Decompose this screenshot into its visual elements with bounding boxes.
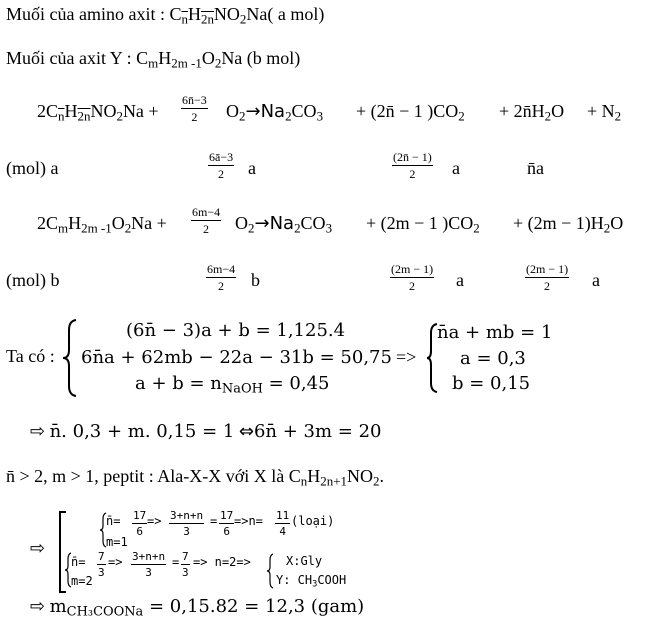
equation-1-co2: + (2n̄ − 1 )$CO_2$: [356, 101, 465, 124]
equivalence-icon: ⇔: [238, 421, 254, 442]
case-1-implies-a: =>: [147, 514, 162, 528]
equation-1-right: $O_2\to Na_2CO_3$: [226, 101, 324, 124]
case-2-result-x: X:Gly: [286, 554, 323, 568]
equation-1-fraction: $\frac{6n̄-3}{2}$: [182, 93, 207, 124]
case-2-result-y: Y: $CH_3COOH$: [276, 573, 347, 590]
mol-row-2-frac-2: $\frac{(2m - 1)}{2}$: [391, 262, 434, 293]
mol-row-2-frac-1-suffix: b: [251, 270, 260, 290]
equation-2-fraction: $\frac{6m-4}{2}$: [192, 205, 221, 236]
equation-2-co2: + (2m − 1 )$CO_2$: [366, 213, 480, 236]
mol-row-2-frac-1: $\frac{6m-4}{2}$: [207, 262, 236, 293]
case-1-eq: =: [210, 514, 218, 528]
equation-2-h2o: + $(2m - 1)H_2O$: [513, 213, 624, 236]
case-2-frac-b: $\frac{3+n+n}{3}$: [132, 550, 166, 579]
case-1-frac-a: $\frac{17}{6}$: [133, 509, 147, 538]
step-2: n̄ > 2, m > 1, peptit : Ala-X-X với X là $C_nH_{2n+1}NO_2$.: [6, 466, 385, 489]
case-1-implies-b: =>n=: [234, 514, 263, 528]
case-2-m: m=2: [71, 574, 93, 588]
case-1-n: n̄=: [106, 514, 121, 528]
mol-row-2-label: (mol) b: [6, 270, 60, 290]
mol-row-2-frac-2-suffix: a: [456, 270, 464, 290]
mol-row-1-frac-2-suffix: a: [452, 158, 460, 178]
case-2-frac-c: $\frac{7}{3}$: [182, 550, 189, 579]
case-2-eq: =: [172, 555, 180, 569]
case-1-frac-e: $\frac{11}{4}$: [276, 509, 290, 538]
double-arrow-icon: ⇨: [30, 596, 46, 617]
case-2-frac-a: $\frac{7}{3}$: [98, 550, 105, 579]
line-acid-salt: Muối của axit Y : $C_mH_{2m -1}O_2Na$ (b mol): [6, 48, 301, 71]
system-left-brace: [60, 318, 80, 398]
equation-2-left: $2C_mH_{2m -1}O_2Na$ +: [37, 213, 167, 236]
case-1-discard: (loại): [291, 514, 335, 528]
equation-1-left: $2C_{\overline{n}}H_{2n}NO_2Na$ +: [37, 101, 159, 124]
mol-row-1-na: n̄a: [527, 158, 544, 178]
solution-row-3: b = 0,15: [452, 373, 531, 394]
system-implies: =>: [396, 347, 417, 367]
final-result: ⇨ $m_{CH_3COONa} = 0,15.82 = 12,3$ (gam): [30, 596, 365, 620]
double-arrow-icon: ⇨: [30, 421, 46, 442]
equation-2-right: $O_2\to Na_2CO_3$: [235, 213, 333, 236]
system-row-2: 6n̄a + 62mb − 22a − 31b = 50,75: [81, 347, 392, 368]
case-1-frac-b: $\frac{3+n+n}{3}$: [170, 509, 204, 538]
line-amino-salt: Muối của amino axit : $C_{\overline{n}}H_{2n}NO_2Na$( a mol): [6, 4, 325, 27]
mol-row-2-frac-3-suffix: a: [592, 270, 600, 290]
case-2-n: n̄=: [71, 555, 86, 569]
solution-row-1: n̄a + mb = 1: [437, 322, 553, 343]
mol-row-2-frac-3: $\frac{(2m - 1)}{2}$: [526, 262, 569, 293]
mol-row-1-frac-1-suffix: a: [248, 158, 256, 178]
equation-1-n2: + $N_2$: [587, 101, 622, 124]
case-2-result-brace: [266, 553, 275, 589]
system-row-3: $a + b = n_{NaOH} = 0,45$: [135, 373, 330, 397]
system-label: Ta có :: [6, 346, 55, 366]
mol-row-1-label: (mol) a: [6, 158, 59, 178]
case-2-implies-b: => n=2=>: [193, 555, 251, 569]
cases-arrow-icon: ⇨: [30, 538, 46, 559]
mol-row-1-frac-2: $\frac{(2n̄ - 1)}{2}$: [393, 150, 432, 181]
case-2-implies-a: =>: [108, 555, 123, 569]
equation-1-h2o: + $2n̄H_2O$: [499, 101, 565, 124]
step-1: ⇨ n̄. 0,3 + m. 0,15 = 1 ⇔6n̄ + 3m = 20: [30, 421, 382, 442]
case-1-frac-c: $\frac{17}{6}$: [220, 509, 234, 538]
system-row-1: (6n̄ − 3)a + b = 1,125.4: [126, 320, 346, 341]
case-1-m: m=1: [106, 535, 128, 549]
solution-row-2: a = 0,3: [460, 348, 526, 369]
mol-row-1-frac-1: $\frac{6ā-3}{2}$: [209, 150, 234, 181]
